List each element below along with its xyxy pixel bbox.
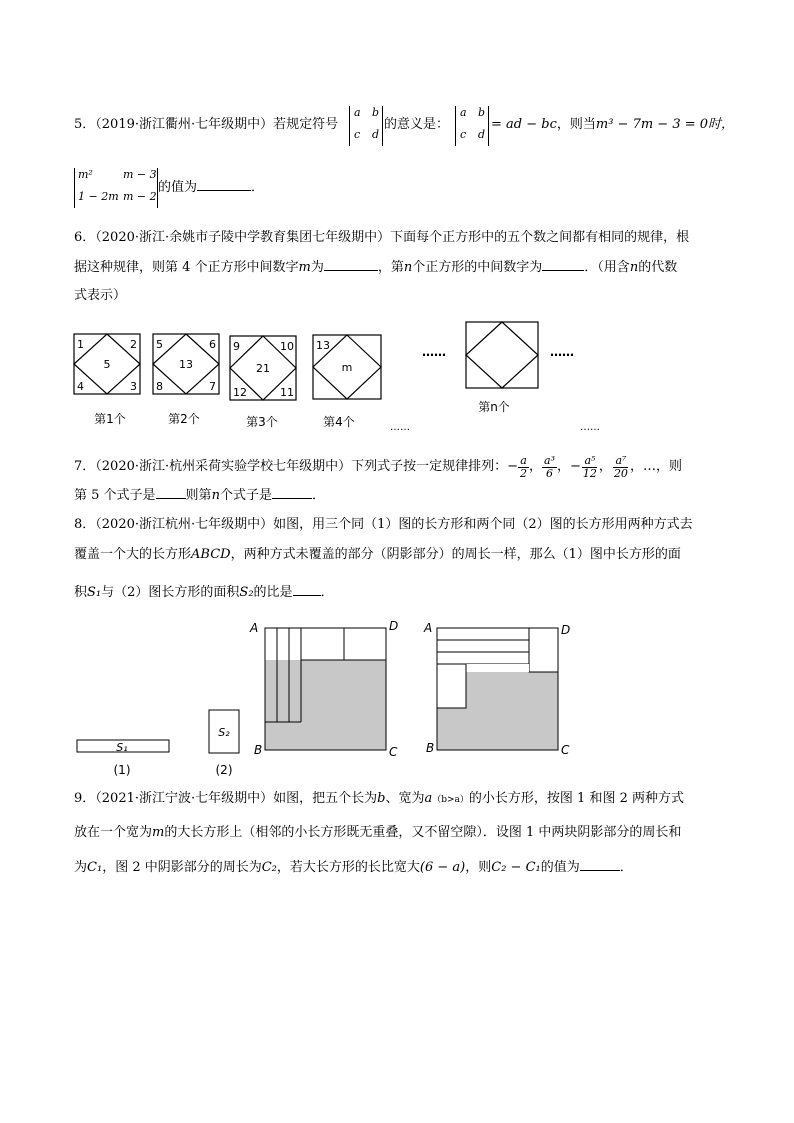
svg-text:……: …… xyxy=(550,345,574,359)
svg-text:9: 9 xyxy=(233,340,240,353)
q8-answer-blank[interactable] xyxy=(293,583,321,596)
q5-determinant-def: a b c d xyxy=(455,106,489,146)
q8-line3: 积S₁与（2）图长方形的面积S₂的比是 ． xyxy=(74,585,334,600)
svg-text:3: 3 xyxy=(130,380,137,393)
svg-text:A: A xyxy=(424,621,433,635)
q7-line2: 第 5 个式子是 则第n个式子是 ． xyxy=(74,488,325,503)
svg-text:第n个: 第n个 xyxy=(478,400,510,414)
q6-line2: 据这种规律，则第 4 个正方形中间数字m为 ，第n个正方形的中间数字为 ．（用含n的代数 xyxy=(74,260,678,275)
q8-line1: 8．（2020·浙江杭州·七年级期中）如图，用三个同（1）图的长方形和两个同（2）图的长方形用两种方式去 xyxy=(74,517,693,532)
q6-answer-blank-2[interactable] xyxy=(542,258,584,271)
svg-text:第3个: 第3个 xyxy=(246,415,278,429)
svg-text:10: 10 xyxy=(280,340,294,353)
svg-text:1: 1 xyxy=(77,338,84,351)
q6-answer-blank-1[interactable] xyxy=(324,258,378,271)
svg-text:S₂: S₂ xyxy=(218,726,230,739)
svg-text:B: B xyxy=(254,743,263,757)
svg-text:5: 5 xyxy=(156,338,163,351)
svg-text:第4个: 第4个 xyxy=(323,415,355,429)
svg-text:B: B xyxy=(426,741,435,755)
q9-line3: 为C₁，图 2 中阴影部分的周长为C₂，若大长方形的长比宽大(6 − a)，则C₂ − C₁的值为 ． xyxy=(74,860,633,875)
q8-figure-right xyxy=(423,621,570,757)
square-n xyxy=(466,322,538,414)
q5-line2: 的值为 ． xyxy=(158,180,265,195)
q5-determinant-symbol: a b c d xyxy=(349,106,383,146)
svg-text:4: 4 xyxy=(77,380,84,393)
svg-text:13: 13 xyxy=(179,358,193,371)
svg-text:13: 13 xyxy=(316,339,330,352)
fraction-3: $\frac{\text{a⁵}}{12}$ xyxy=(582,453,597,480)
svg-text:D: D xyxy=(561,623,571,637)
q6-squares-figure xyxy=(60,318,620,438)
q7-answer-blank-1[interactable] xyxy=(156,486,186,499)
fraction-1: $\frac{a}{2}$ xyxy=(520,453,528,480)
q7-answer-blank-2[interactable] xyxy=(272,486,312,499)
q9-line1: 9．（2021·浙江宁波·七年级期中）如图，把五个长为b、宽为a（b>a）的小长方形，按图 1 和图 2 两种方式 xyxy=(74,791,684,806)
q5-determinant-m: m² m − 3 1 − 2m m − 2 xyxy=(74,168,158,208)
svg-text:6: 6 xyxy=(209,338,216,351)
svg-text:(2): (2) xyxy=(215,763,233,777)
square-4 xyxy=(313,335,381,429)
svg-text:5: 5 xyxy=(103,358,111,371)
svg-text:7: 7 xyxy=(209,380,216,393)
svg-text:C: C xyxy=(389,745,398,759)
q7-line1: 7．（2020·浙江·杭州采荷实验学校七年级期中）下列式子按一定规律排列： − $\frac{a}{2}$ ， $\frac{\text{a³}}{6}$ ，− $\frac{\text{a⁵}}{12}$ ， $\frac{\text{a⁷}}{20}$ ，…，则 xyxy=(74,453,682,480)
svg-text:A: A xyxy=(250,621,259,635)
q8-line2: 覆盖一个大的长方形ABCD，两种方式未覆盖的部分（阴影部分）的周长一样，那么（1）图中长方形的面 xyxy=(74,547,681,562)
q6-line3: 式表示） xyxy=(74,288,127,303)
fraction-4: $\frac{\text{a⁷}}{20}$ xyxy=(613,453,628,480)
svg-text:……: …… xyxy=(390,422,410,433)
fraction-2: $\frac{\text{a³}}{6}$ xyxy=(544,453,556,480)
q5-line1-c: = ad − bc，则当m³ − 7m − 3 = 0时， xyxy=(491,117,735,132)
svg-text:第2个: 第2个 xyxy=(168,412,200,426)
svg-text:21: 21 xyxy=(256,362,270,375)
q5-line1-b: 的意义是： xyxy=(384,117,450,132)
q5-line1: 5．（2019·浙江衢州·七年级期中）若规定符号 xyxy=(74,117,339,132)
square-1 xyxy=(74,334,140,426)
svg-text:12: 12 xyxy=(233,386,247,399)
svg-text:8: 8 xyxy=(156,380,163,393)
svg-text:2: 2 xyxy=(130,338,137,351)
svg-text:第1个: 第1个 xyxy=(94,412,126,426)
q6-line1: 6．（2020·浙江·余姚市子陵中学教育集团七年级期中）下面每个正方形中的五个数之间都有相同的规律，根 xyxy=(74,230,690,245)
svg-text:……: …… xyxy=(580,422,600,433)
q5-answer-blank[interactable] xyxy=(197,178,251,191)
svg-text:S₁: S₁ xyxy=(116,741,128,754)
svg-text:m: m xyxy=(341,361,353,374)
q9-answer-blank[interactable] xyxy=(580,858,620,871)
q9-line2: 放在一个宽为m的大长方形上（相邻的小长方形既无重叠，又不留空隙）．设图 1 中两块阴影部分的周长和 xyxy=(74,825,682,840)
q8-figures xyxy=(70,612,590,782)
q8-figure-left xyxy=(249,619,398,759)
svg-text:C: C xyxy=(561,743,570,757)
svg-text:(1): (1) xyxy=(113,763,131,777)
svg-text:……: …… xyxy=(422,345,446,359)
svg-text:11: 11 xyxy=(280,386,294,399)
svg-text:D: D xyxy=(389,619,399,633)
square-2 xyxy=(153,334,219,426)
square-3 xyxy=(230,336,296,429)
